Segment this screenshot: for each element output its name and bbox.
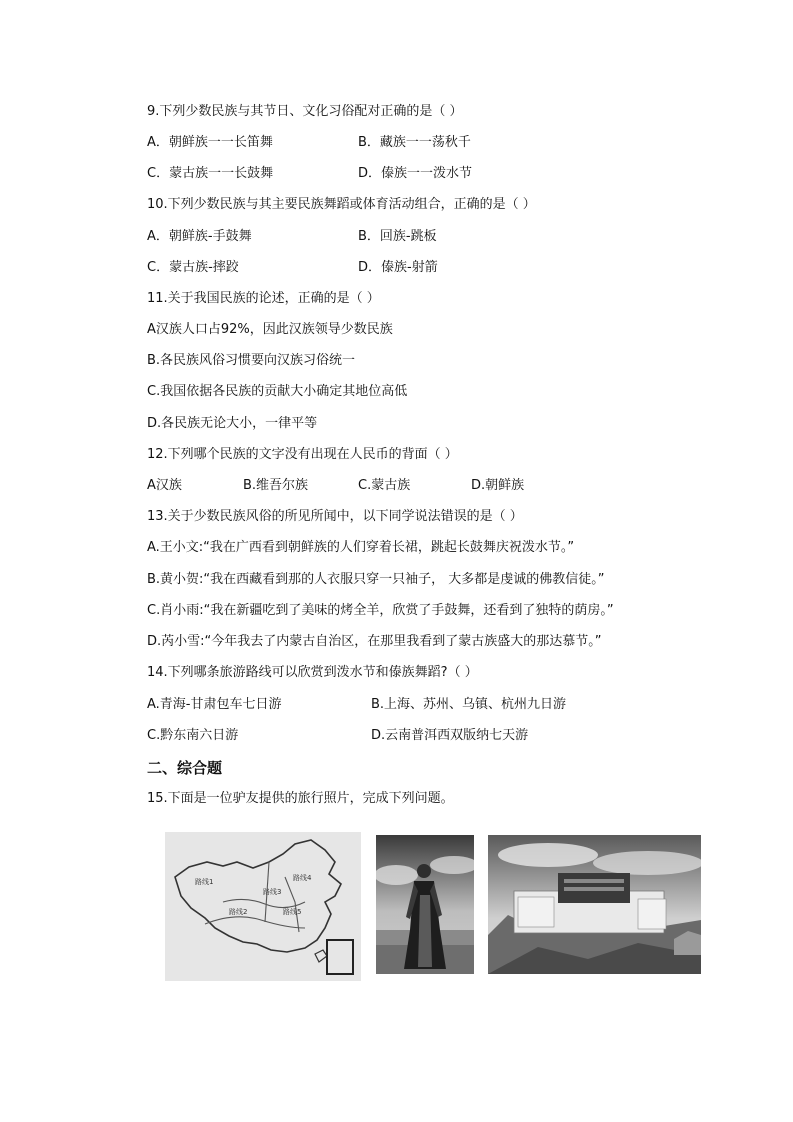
map-route-label-5: 路线5 — [283, 908, 302, 916]
question-11-option-c: C.我国依据各民族的贡献大小确定其地位高低 — [147, 384, 408, 399]
question-9-option-d: D．傣族一一泼水节 — [358, 166, 473, 181]
question-9-stem: 9.下列少数民族与其节日、文化习俗配对正确的是（ ） — [147, 104, 463, 119]
question-13-option-b: B.黄小贺:“我在西藏看到那的人衣服只穿一只袖子， 大多都是虔诚的佛教信徒。” — [147, 572, 605, 587]
question-12-option-d: D.朝鲜族 — [471, 478, 525, 493]
question-10-option-c: C．蒙古族-摔跤 — [147, 260, 239, 275]
map-route-label-4: 路线4 — [293, 874, 312, 882]
question-11-option-a: A汉族人口占92%，因此汉族领导少数民族 — [147, 322, 393, 337]
tibetan-woman-photo — [376, 835, 474, 974]
question-11-option-b: B.各民族风俗习惯要向汉族习俗统一 — [147, 353, 356, 368]
question-14-option-d: D.云南普洱西双版纳七天游 — [371, 728, 529, 743]
question-9-option-a: A．朝鲜族一一长笛舞 — [147, 135, 273, 150]
question-11-option-d: D.各民族无论大小，一律平等 — [147, 416, 318, 431]
question-14-option-c: C.黔东南六日游 — [147, 728, 239, 743]
question-12-option-c: C.蒙古族 — [358, 478, 411, 493]
question-13-stem: 13.关于少数民族风俗的所见所闻中，以下同学说法错误的是（ ） — [147, 509, 523, 524]
question-14-option-b: B.上海、苏州、乌镇、杭州九日游 — [371, 697, 567, 712]
question-9-option-c: C．蒙古族一一长鼓舞 — [147, 166, 274, 181]
question-13-option-c: C.肖小雨:“我在新疆吃到了美味的烤全羊，欣赏了手鼓舞，还看到了独特的荫房。” — [147, 603, 614, 618]
question-12-option-a: A汉族 — [147, 478, 182, 493]
potala-palace-photo — [488, 835, 701, 974]
question-10-stem: 10.下列少数民族与其主要民族舞蹈或体育活动组合，正确的是（ ） — [147, 197, 536, 212]
question-10-option-a: A．朝鲜族-手鼓舞 — [147, 229, 252, 244]
question-15-stem: 15.下面是一位驴友提供的旅行照片，完成下列问题。 — [147, 791, 454, 806]
route-map-photo — [165, 832, 361, 981]
question-9-option-b: B．藏族一一荡秋千 — [358, 135, 471, 150]
question-12-option-b: B.维吾尔族 — [243, 478, 309, 493]
question-14-stem: 14.下列哪条旅游路线可以欣赏到泼水节和傣族舞蹈?（ ） — [147, 665, 478, 680]
question-14-option-a: A.青海-甘肃包车七日游 — [147, 697, 282, 712]
question-13-option-d: D.芮小雪:“今年我去了内蒙古自治区，在那里我看到了蒙古族盛大的那达慕节。” — [147, 634, 602, 649]
section-heading: 二、综合题 — [147, 759, 223, 777]
question-10-option-d: D．傣族-射箭 — [358, 260, 438, 275]
map-route-label-2: 路线2 — [229, 908, 248, 916]
map-route-label-3: 路线3 — [263, 888, 282, 896]
question-13-option-a: A.王小文:“我在广西看到朝鲜族的人们穿着长裙，跳起长鼓舞庆祝泼水节。” — [147, 540, 575, 555]
question-10-option-b: B．回族-跳板 — [358, 229, 437, 244]
question-11-stem: 11.关于我国民族的论述，正确的是（ ） — [147, 291, 380, 306]
china-map-sketch — [165, 832, 361, 981]
map-route-label-1: 路线1 — [195, 878, 214, 886]
question-12-stem: 12.下列哪个民族的文字没有出现在人民币的背面（ ） — [147, 447, 458, 462]
